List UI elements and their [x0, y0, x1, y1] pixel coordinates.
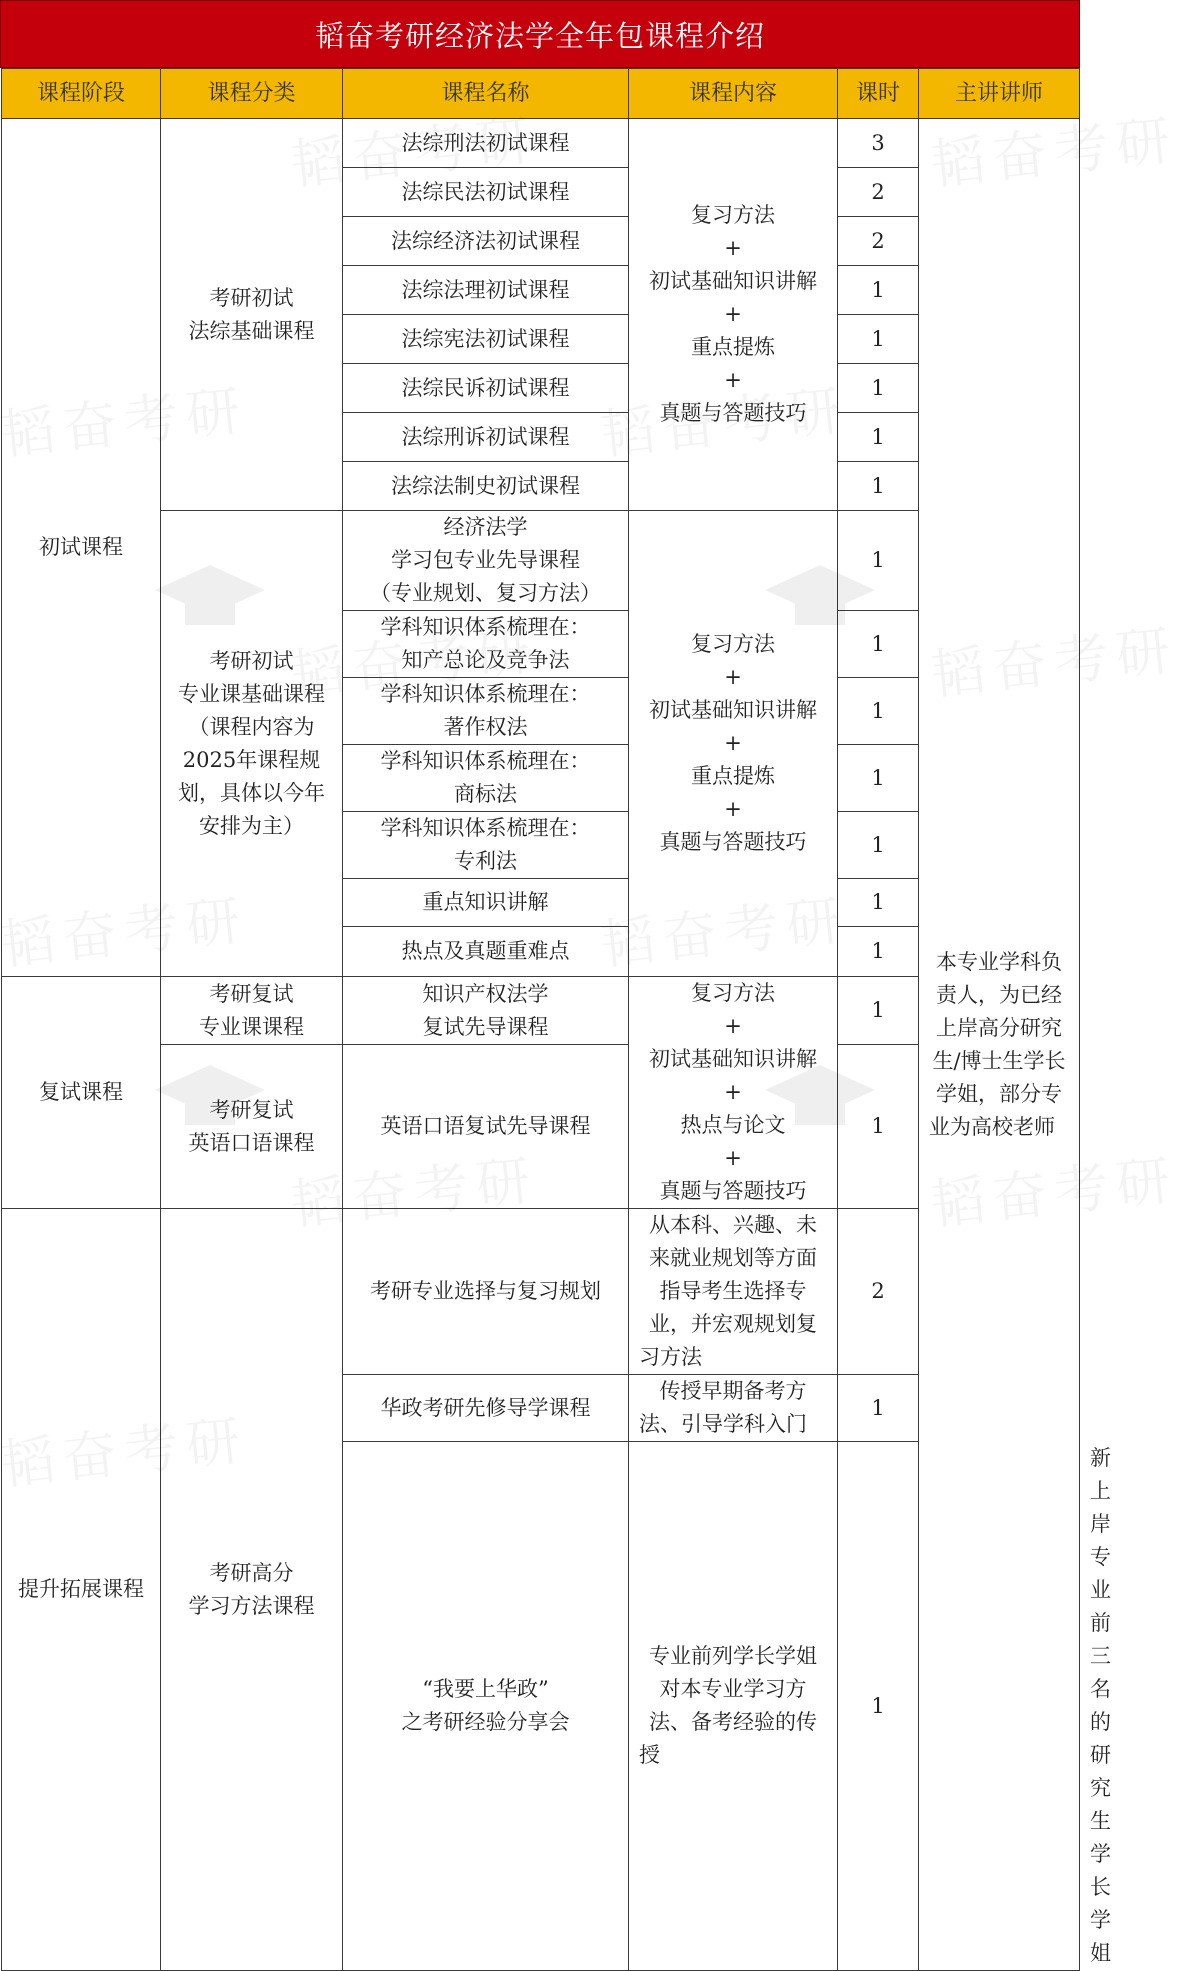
course-hours: 1 [838, 511, 919, 611]
course-name: 法综民法初试课程 [343, 168, 629, 217]
category-method: 考研高分 学习方法课程 [161, 1209, 343, 1971]
teacher-main: 本专业学科负责人，为已经上岸高分研究生/博士生学长学姐，部分专业为高校老师 [919, 119, 1080, 1971]
content-major-basic: 复习方法 + 初试基础知识讲解 + 重点提炼 + 真题与答题技巧 [629, 511, 838, 977]
course-hours: 2 [838, 168, 919, 217]
course-name: 法综刑法初试课程 [343, 119, 629, 168]
course-name: 热点及真题重难点 [343, 927, 629, 977]
course-hours: 1 [838, 927, 919, 977]
course-hours: 1 [838, 1442, 919, 1971]
category-major-basic: 考研初试 专业课基础课程 （课程内容为 2025年课程规 划，具体以今年 安排为主） [161, 511, 343, 977]
course-hours: 1 [838, 266, 919, 315]
course-name: 法综法制史初试课程 [343, 462, 629, 511]
header-hours: 课时 [838, 69, 919, 119]
course-name: 法综经济法初试课程 [343, 217, 629, 266]
course-name: 学科知识体系梳理在： 知产总论及竞争法 [343, 611, 629, 678]
course-hours: 1 [838, 315, 919, 364]
course-hours: 1 [838, 462, 919, 511]
course-hours: 1 [838, 977, 919, 1045]
header-row [2, 69, 1080, 119]
course-hours: 1 [838, 879, 919, 927]
stage-retest: 复试课程 [2, 977, 161, 1209]
course-name: 重点知识讲解 [343, 879, 629, 927]
table-row [2, 1209, 1080, 1375]
course-hours: 1 [838, 678, 919, 745]
course-hours: 1 [838, 745, 919, 812]
course-hours: 1 [838, 364, 919, 413]
course-name: 法综法理初试课程 [343, 266, 629, 315]
course-name: 英语口语复试先导课程 [343, 1045, 629, 1209]
course-name: 华政考研先修导学课程 [343, 1375, 629, 1442]
course-name: “我要上华政” 之考研经验分享会 [343, 1442, 629, 1971]
stage-extension: 提升拓展课程 [2, 1209, 161, 1971]
course-hours: 2 [838, 217, 919, 266]
course-hours: 1 [838, 611, 919, 678]
stage-initial: 初试课程 [2, 119, 161, 977]
course-name: 经济法学 学习包专业先导课程 （专业规划、复习方法） [343, 511, 629, 611]
table-row [2, 977, 1080, 1045]
course-name: 法综刑诉初试课程 [343, 413, 629, 462]
content-c18: 从本科、兴趣、未来就业规划等方面指导考生选择专业，并宏观规划复习方法 [629, 1209, 838, 1375]
course-name: 考研专业选择与复习规划 [343, 1209, 629, 1375]
category-retest-english: 考研复试 英语口语课程 [161, 1045, 343, 1209]
table-row: “我要上华政” 之考研经验分享会 专业前列学长学姐对本专业学习方法、备考经验的传授 1 新上岸专业前三名的研究生学长学姐 [2, 1442, 1080, 1971]
course-hours: 1 [838, 413, 919, 462]
course-name: 法综民诉初试课程 [343, 364, 629, 413]
category-retest-major: 考研复试 专业课课程 [161, 977, 343, 1045]
course-name: 知识产权法学 复试先导课程 [343, 977, 629, 1045]
course-table [1, 68, 1111, 1971]
course-hours: 1 [838, 812, 919, 879]
course-hours: 3 [838, 119, 919, 168]
content-law-basic: 复习方法 + 初试基础知识讲解 + 重点提炼 + 真题与答题技巧 [629, 119, 838, 511]
course-name: 法综宪法初试课程 [343, 315, 629, 364]
header-category: 课程分类 [161, 69, 343, 119]
header-course-name: 课程名称 [343, 69, 629, 119]
course-hours: 2 [838, 1209, 919, 1375]
course-name: 学科知识体系梳理在： 著作权法 [343, 678, 629, 745]
page-title: 韬奋考研经济法学全年包课程介绍 [0, 0, 1080, 68]
content-c19: 传授早期备考方法、引导学科入门 [629, 1375, 838, 1442]
table-row [2, 119, 1080, 168]
header-content: 课程内容 [629, 69, 838, 119]
content-retest: 复习方法 + 初试基础知识讲解 + 热点与论文 + 真题与答题技巧 [629, 977, 838, 1209]
category-law-basic: 考研初试 法综基础课程 [161, 119, 343, 511]
table-row [2, 1045, 1080, 1209]
course-name: 学科知识体系梳理在： 专利法 [343, 812, 629, 879]
course-hours: 1 [838, 1045, 919, 1209]
course-name: 学科知识体系梳理在： 商标法 [343, 745, 629, 812]
content-c20: 专业前列学长学姐对本专业学习方法、备考经验的传授 [629, 1442, 838, 1971]
header-teacher: 主讲讲师 [919, 69, 1080, 119]
course-hours: 1 [838, 1375, 919, 1442]
table-row [2, 511, 1080, 611]
header-stage: 课程阶段 [2, 69, 161, 119]
